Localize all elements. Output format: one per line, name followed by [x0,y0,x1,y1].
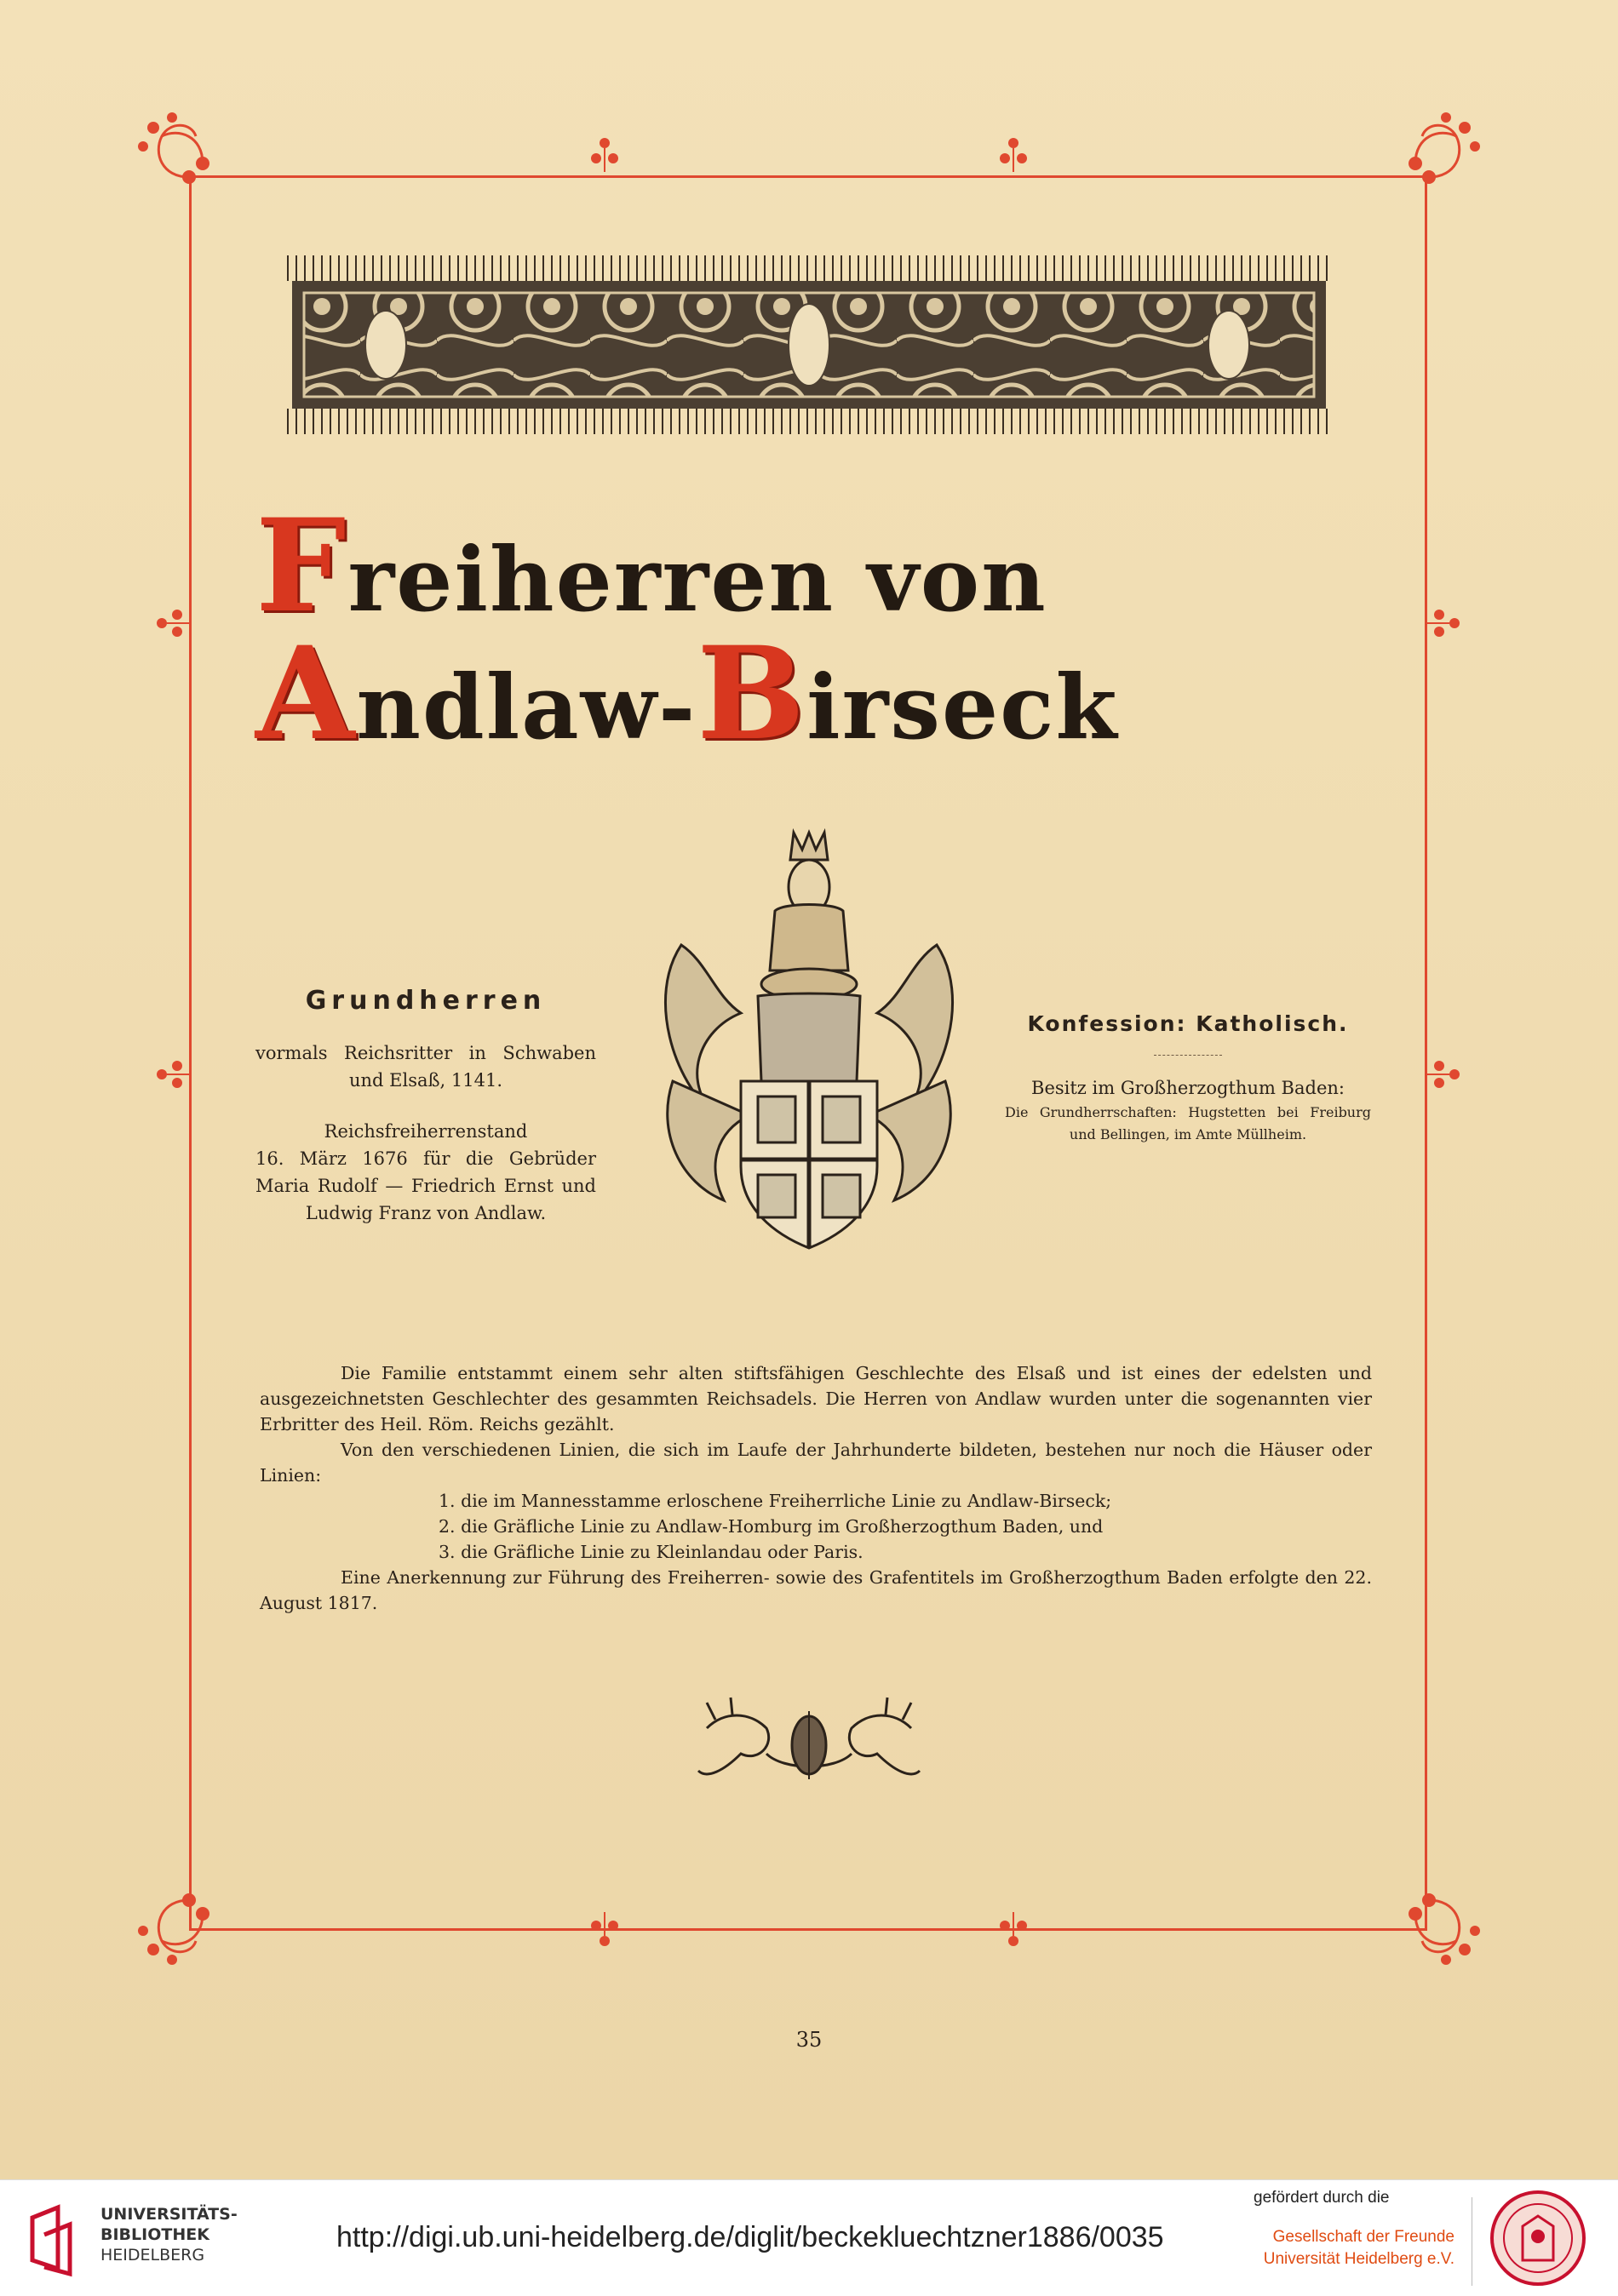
left-info-column [255,986,596,1227]
funded-by-label: gefördert durch die [1254,2189,1390,2207]
konfession-heading: Konfession: Katholisch. [1027,1011,1349,1036]
corner-ornament-top-right [1388,102,1490,204]
footer-bar [0,2179,1618,2296]
sponsor-line-1: Gesellschaft der Freunde [1272,2228,1454,2246]
coat-of-arms-image [647,826,971,1285]
library-name-line-3: HEIDELBERG [100,2246,205,2265]
library-name-line-2: BIBLIOTHEK [100,2225,209,2244]
title-word-1: reiherren von [347,527,1047,632]
reichsfreiherrenstand-text: 16. März 1676 für die Gebrüder Maria Rudolf — Friedrich Ernst und Ludwig Franz von Andlaw. [255,1148,596,1223]
body-text [260,1360,1372,1616]
grundherrschaften-text: Die Grundherrschaften: Hugstetten bei Freiburg und Bellingen, im Amte Müllheim. [1005,1104,1371,1142]
frame-flower-ornament [153,604,191,642]
frame-flower-ornament [995,135,1032,172]
title-word-3: irseck [806,655,1119,759]
corner-ornament-bottom-left [128,1873,230,1975]
university-seal-icon[interactable] [1489,2189,1587,2287]
right-info-column [1005,1011,1371,1146]
frame-flower-ornament [586,135,623,172]
title-initial-f: F [255,491,348,641]
frame-flower-ornament [1426,1056,1463,1093]
reichsritter-text: vormals Reichsritter in Schwaben und Elsaß, 1141. [255,1043,596,1091]
frame-flower-ornament [1426,604,1463,642]
corner-ornament-bottom-right [1388,1873,1490,1975]
frame-flower-ornament [995,1912,1032,1950]
list-item: 1. die im Mannesstamme erloschene Freiherrliche Linie zu Andlaw-Birseck; [439,1491,1112,1511]
paragraph-1: Die Familie entstammt einem sehr alten stiftsfähigen Geschlechte des Elsaß und ist eines der edelsten und ausgezeichnetsten Geschlechter des gesammten Reichsadels. Die Herren von Andlaw wurden unter die sogenannten vier Erbritter des Heil. Röm. Reichs gezählt. [260,1363,1372,1434]
corner-ornament-top-left [128,102,230,204]
frame-flower-ornament [153,1056,191,1093]
permalink-url[interactable]: http://digi.ub.uni-heidelberg.de/diglit/beckekluechtzner1886/0035 [336,2221,1164,2253]
divider [1154,1055,1222,1056]
frame-flower-ornament [586,1912,623,1950]
paragraph-2: Von den verschiedenen Linien, die sich im Laufe der Jahrhunderte bildeten, bestehen nur noch die Häuser oder Linien: [260,1440,1372,1486]
grundherren-heading: Grundherren [305,986,547,1016]
sponsor-name[interactable] [1264,2226,1454,2270]
page-number: 35 [795,2028,823,2052]
besitz-label: Besitz im Großherzogthum Baden: [1031,1078,1345,1098]
paragraph-3: Eine Anerkennung zur Führung des Freiherren- sowie des Grafentitels im Großherzogthum Baden erfolgte den 22. August 1817. [260,1567,1372,1613]
decorative-frieze-image [284,255,1334,434]
reichsfreiherrenstand-label: Reichsfreiherrenstand [324,1121,528,1142]
library-name-line-1: UNIVERSITÄTS- [100,2205,238,2224]
sponsor-line-2: Universität Heidelberg e.V. [1263,2250,1454,2268]
page-title [255,491,1363,769]
ub-heidelberg-logo-icon[interactable] [24,2201,92,2277]
list-item: 2. die Gräfliche Linie zu Andlaw-Homburg im Großherzogthum Baden, und [439,1516,1104,1537]
ub-heidelberg-logo-text[interactable] [100,2204,238,2265]
list-item: 3. die Gräfliche Linie zu Kleinlandau oder Paris. [439,1542,864,1562]
title-initial-b: B [697,619,807,769]
title-word-2: ndlaw- [356,655,697,759]
title-initial-a: A [255,619,357,769]
dragon-vignette-image [690,1694,928,1796]
